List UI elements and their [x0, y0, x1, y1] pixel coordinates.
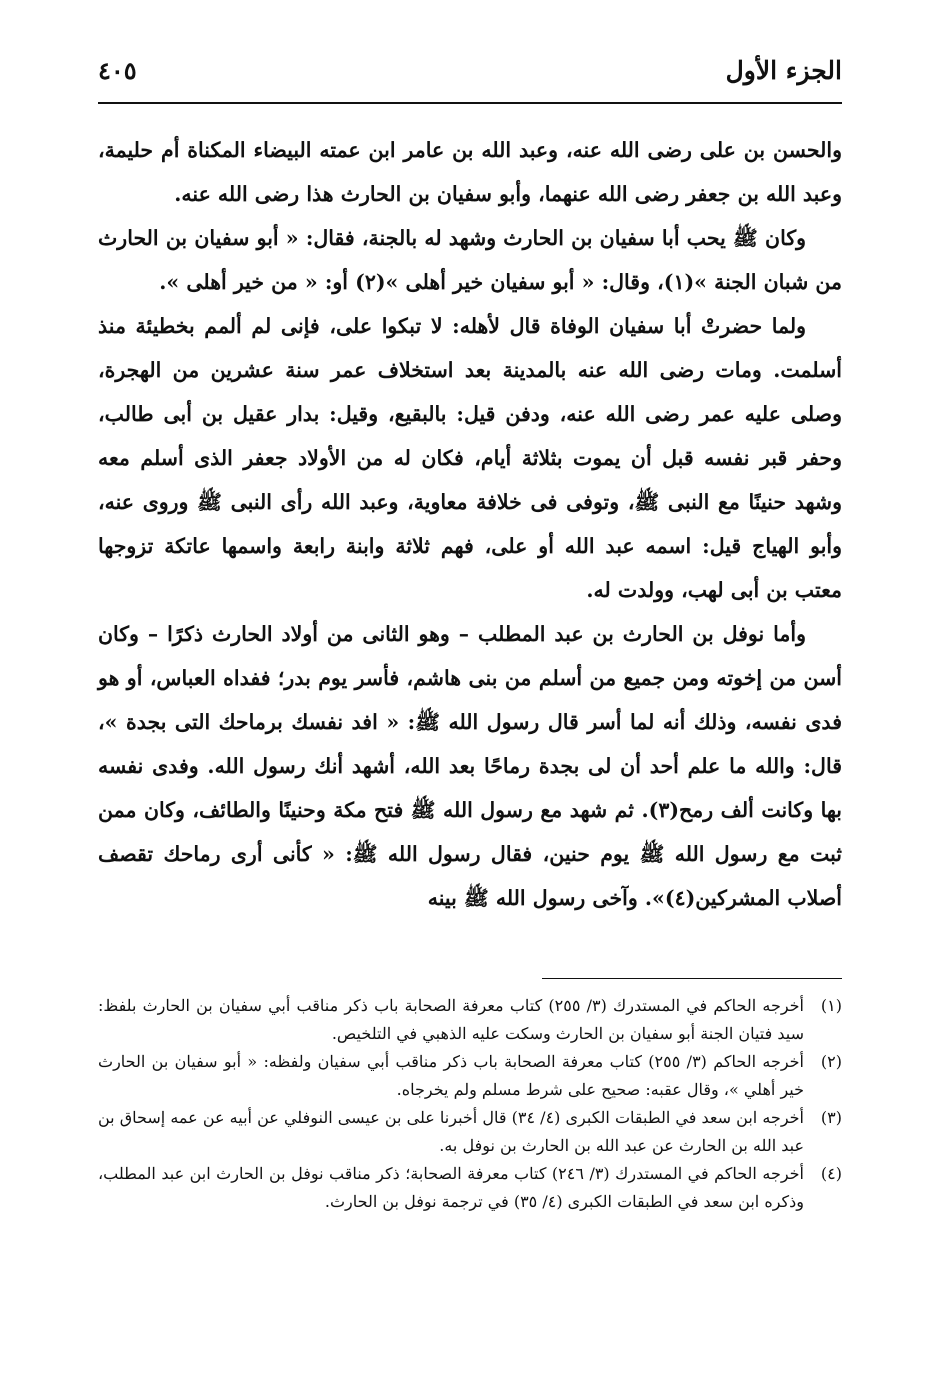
footnote-number: (٢) — [820, 1052, 842, 1071]
footnote — [98, 1048, 842, 1104]
paragraph: ولما حضرتْ أبا سفيان الوفاة قال لأهله: لا تبكوا على، فإنى لم ألمم بخطيئة منذ أسلمت. ومات رضى الله عنه بالمدينة بعد استخلاف عمر سنة عشرين من الهجرة، وصلى عليه عمر رضى الله عنه، ودفن قيل: بالبقيع، وقيل: بدار عقيل بن أبى طالب، وحفر قبر نفسه قبل أن يموت بثلاثة أيام، فكان له من الأولاد جعفر الذى أسلم معه وشهد حنينًا مع النبى ﷺ، وتوفى فى خلافة معاوية، وعبد الله رأى النبى ﷺ وروى عنه، وأبو الهياج قيل: اسمه عبد الله أو على، فهم ثلاثة وابنة رابعة واسمها عاتكة تزوجها معتب بن أبى لهب، وولدت له. — [98, 314, 842, 602]
paragraph: وأما نوفل بن الحارث بن عبد المطلب – وهو الثانى من أولاد الحارث ذكرًا – وكان أسن من إخوته ومن جميع من أسلم من بنى هاشم، فأسر يوم بدر؛ ففداه العباس، أو هو فدى نفسه، وذلك أنه لما أسر قال رسول الله ﷺ: « افد نفسك برماحك التى بجدة »، قال: والله ما علم أحد أن لى بجدة رماحًا بعد الله، أشهد أنك رسول الله. وفدى نفسه بها وكانت ألف رمح(٣). ثم شهد مع رسول الله ﷺ فتح مكة وحنينًا والطائف، وكان ممن ثبت مع رسول الله ﷺ يوم حنين، فقال رسول الله ﷺ: « كأنى أرى رماحك تقصف أصلاب المشركين(٤)». وآخى رسول الله ﷺ بينه — [98, 622, 842, 910]
page-header — [98, 56, 842, 102]
paragraph: وكان ﷺ يحب أبا سفيان بن الحارث وشهد له بالجنة، فقال: « أبو سفيان بن الحارث من شبان الجنة »(١)، وقال: « أبو سفيان خير أهلى »(٢) أو: « من خير أهلى ». — [98, 226, 842, 294]
book-page — [98, 0, 842, 1376]
footnote-number: (٤) — [820, 1164, 842, 1183]
page-number: ٤٠٥ — [98, 56, 137, 85]
footnote-number: (٣) — [820, 1108, 842, 1127]
footnote-text: أخرجه الحاكم في المستدرك (٣/ ٢٥٥) كتاب معرفة الصحابة باب ذكر مناقب أبي سفيان بن الحارث بلفظ: سيد فتيان الجنة أبو سفيان بن الحارث وسكت عليه الذهبي في التلخيص. — [98, 996, 804, 1043]
running-title: الجزء الأول — [725, 56, 842, 85]
main-text — [98, 128, 842, 920]
footnotes — [98, 992, 842, 1216]
header-rule — [98, 102, 842, 104]
footnote — [98, 1104, 842, 1160]
paragraph: والحسن بن على رضى الله عنه، وعبد الله بن عامر ابن عمته البيضاء المكناة أم حليمة، وعبد الله بن جعفر رضى الله عنهما، وأبو سفيان بن الحارث هذا رضى الله عنه. — [98, 138, 842, 206]
footnote-text: أخرجه الحاكم في المستدرك (٣/ ٢٤٦) كتاب معرفة الصحابة؛ ذكر مناقب نوفل بن الحارث ابن عبد المطلب، وذكره ابن سعد في الطبقات الكبرى (٤/ ٣٥) في ترجمة نوفل بن الحارث. — [98, 1164, 804, 1211]
footnote-separator — [542, 978, 842, 979]
footnote-text: أخرجه الحاكم (٣/ ٢٥٥) كتاب معرفة الصحابة باب ذكر مناقب أبي سفيان ولفظه: « أبو سفيان بن الحارث خير أهلي »، وقال عقبه: صحيح على شرط مسلم ولم يخرجاه. — [98, 1052, 804, 1099]
footnote-text: أخرجه ابن سعد في الطبقات الكبرى (٤/ ٣٤) قال أخبرنا على بن عيسى النوفلي عن أبيه عن عمه إسحاق بن عبد الله بن الحارث عن عبد الله بن الحارث بن نوفل به. — [98, 1108, 804, 1155]
footnote — [98, 1160, 842, 1216]
footnote-number: (١) — [820, 996, 842, 1015]
footnote — [98, 992, 842, 1048]
